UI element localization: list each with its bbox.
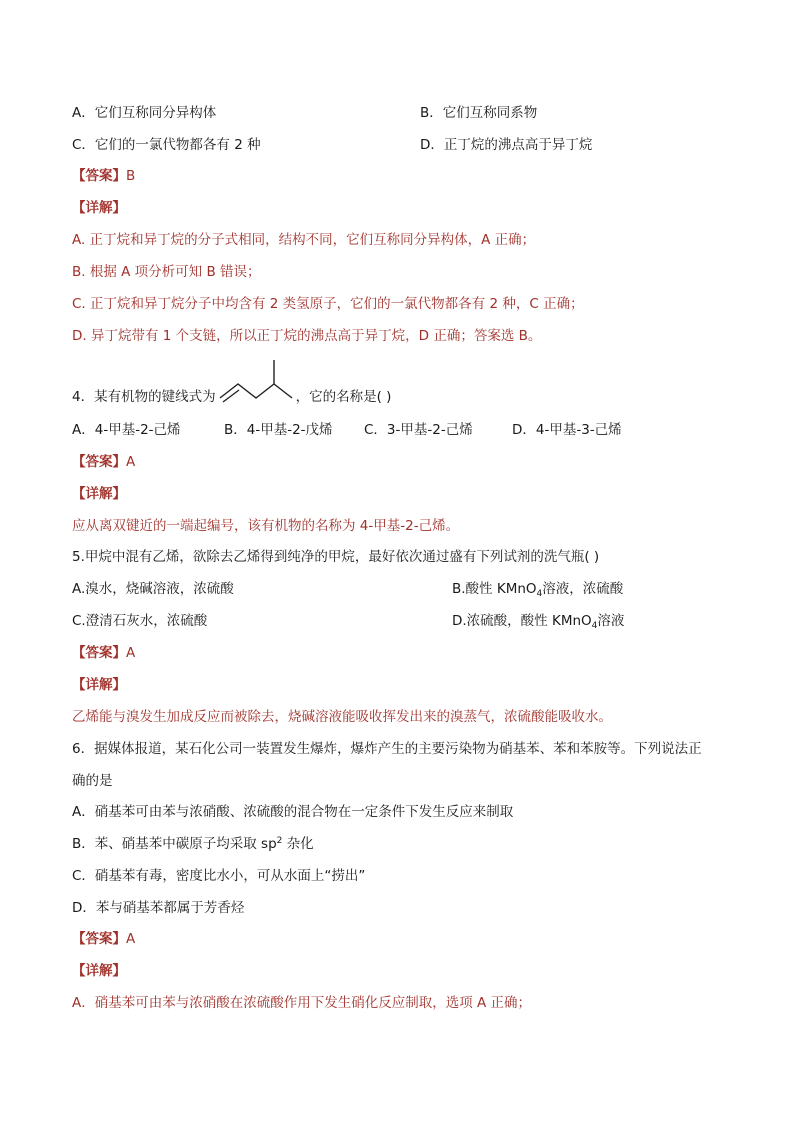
answer-value: A bbox=[126, 931, 136, 947]
q5-option-a: A.溴水，烧碱溶液，浓硫酸 bbox=[72, 581, 234, 597]
q3-option-a: A．它们互称同分异构体 bbox=[72, 105, 217, 121]
q6-option-c: C．硝基苯有毒，密度比水小，可从水面上“捞出” bbox=[72, 868, 366, 884]
q3-option-row-1 bbox=[72, 104, 538, 122]
q5-answer bbox=[72, 644, 135, 662]
q4-stem-post: ，它的名称是( ) bbox=[295, 389, 392, 405]
answer-label: 【答案】 bbox=[72, 454, 126, 470]
answer-label: 【答案】 bbox=[72, 645, 126, 661]
q6-stem-line-2: 确的是 bbox=[72, 773, 113, 789]
q5-option-d-pre: D.浓硫酸，酸性 KMnO bbox=[452, 613, 592, 629]
q3-explain-d: D. 异丁烷带有 1 个支链，所以正丁烷的沸点高于异丁烷，D 正确；答案选 B。 bbox=[72, 328, 542, 344]
q6-option-b-pre: B．苯、硝基苯中碳原子均采取 sp bbox=[72, 836, 277, 852]
q5-detail-label: 【详解】 bbox=[72, 677, 126, 693]
q5-option-b bbox=[452, 580, 623, 600]
answer-value: A bbox=[126, 454, 136, 470]
q5-option-b-sub: 4 bbox=[536, 589, 543, 599]
answer-value: A bbox=[126, 645, 136, 661]
q3-option-c: C．它们的一氯代物都各有 2 种 bbox=[72, 137, 261, 153]
q6-answer bbox=[72, 930, 135, 948]
answer-label: 【答案】 bbox=[72, 931, 126, 947]
q4-explain: 应从离双键近的一端起编号，该有机物的名称为 4-甲基-2-己烯。 bbox=[72, 518, 460, 534]
q6-option-d: D．苯与硝基苯都属于芳香烃 bbox=[72, 900, 245, 916]
q5-option-row-2 bbox=[72, 612, 625, 631]
answer-label: 【答案】 bbox=[72, 168, 126, 184]
q6-detail-label: 【详解】 bbox=[72, 963, 126, 979]
q3-explain-c: C. 正丁烷和异丁烷分子中均含有 2 类氢原子，它们的一氯代物都各有 2 种，C 正确； bbox=[72, 296, 584, 312]
q5-option-d-post: 溶液 bbox=[597, 613, 625, 629]
q6-option-b bbox=[72, 835, 314, 855]
q5-option-c: C.澄清石灰水，浓硫酸 bbox=[72, 613, 208, 629]
q5-option-d bbox=[452, 612, 624, 632]
q5-option-b-post: 溶液，浓硫酸 bbox=[542, 581, 624, 597]
q4-option-d: D．4-甲基-3-己烯 bbox=[512, 422, 622, 438]
q4-stem-pre: 4．某有机物的键线式为 bbox=[72, 389, 216, 405]
q6-explain: A．硝基苯可由苯与浓硝酸在浓硫酸作用下发生硝化反应制取，选项 A 正确； bbox=[72, 995, 532, 1011]
q3-option-d: D．正丁烷的沸点高于异丁烷 bbox=[420, 137, 593, 153]
q4-options bbox=[72, 421, 622, 439]
q5-explain: 乙烯能与溴发生加成反应而被除去，烧碱溶液能吸收挥发出来的溴蒸气，浓硫酸能吸收水。 bbox=[72, 709, 612, 725]
q4-option-c: C．3-甲基-2-己烯 bbox=[364, 422, 473, 438]
q5-stem: 5.甲烷中混有乙烯，欲除去乙烯得到纯净的甲烷，最好依次通过盛有下列试剂的洗气瓶( ) bbox=[72, 549, 600, 565]
q5-option-row-1 bbox=[72, 580, 624, 599]
q5-option-d-sub: 4 bbox=[591, 621, 598, 631]
q3-explain-a: A. 正丁烷和异丁烷的分子式相同，结构不同，它们互称同分异构体，A 正确； bbox=[72, 232, 536, 248]
q4-option-b: B．4-甲基-2-戊烯 bbox=[224, 422, 333, 438]
q4-option-a: A．4-甲基-2-己烯 bbox=[72, 422, 181, 438]
q6-option-a: A．硝基苯可由苯与浓硝酸、浓硫酸的混合物在一定条件下发生反应来制取 bbox=[72, 804, 514, 820]
q3-detail-label: 【详解】 bbox=[72, 200, 126, 216]
q4-answer bbox=[72, 453, 135, 471]
q6-option-b-post: 杂化 bbox=[282, 836, 314, 852]
q6-stem-line-1: 6．据媒体报道，某石化公司一装置发生爆炸，爆炸产生的主要污染物为硝基苯、苯和苯胺等。下列说法正 bbox=[72, 741, 702, 757]
q3-option-b: B．它们互称同系物 bbox=[420, 105, 538, 121]
q4-detail-label: 【详解】 bbox=[72, 486, 126, 502]
answer-value: B bbox=[126, 168, 136, 184]
skeletal-formula-image bbox=[218, 360, 298, 406]
q3-answer bbox=[72, 167, 135, 185]
q3-explain-b: B. 根据 A 项分析可知 B 错误； bbox=[72, 264, 261, 280]
q3-option-row-2 bbox=[72, 136, 593, 154]
q6-option-b-sup: 2 bbox=[276, 836, 283, 846]
q5-option-b-pre: B.酸性 KMnO bbox=[452, 581, 537, 597]
